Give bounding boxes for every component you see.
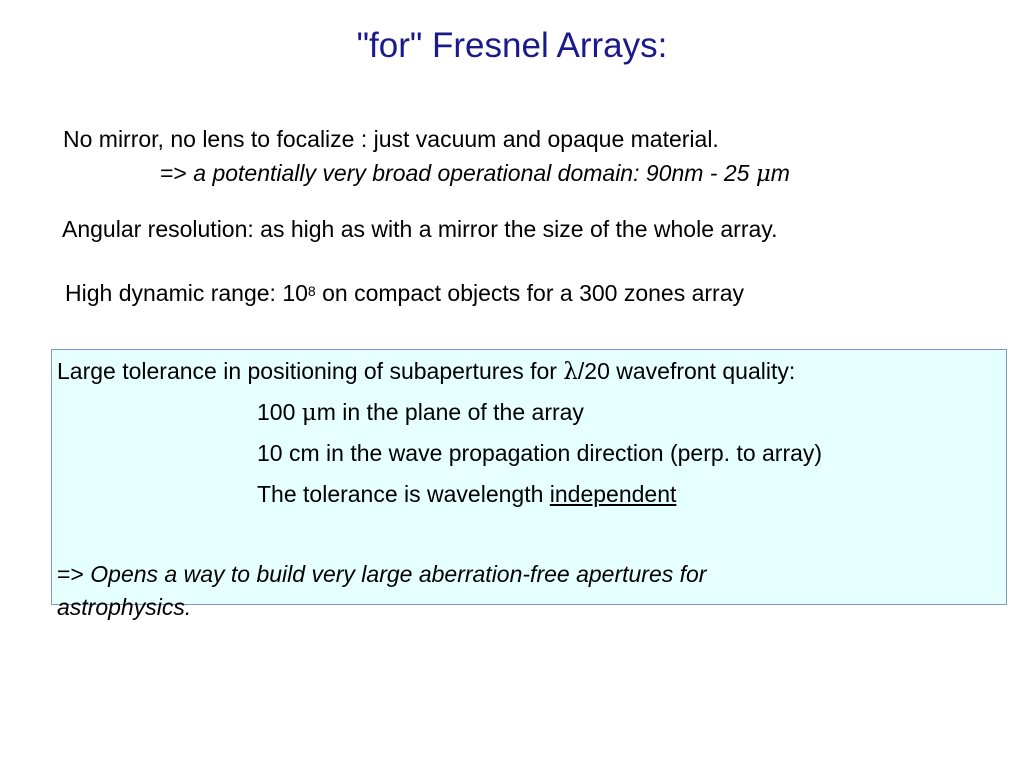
conclusion-line bbox=[57, 559, 706, 589]
tolerance-heading bbox=[57, 356, 795, 387]
independent-underlined: independent bbox=[549, 481, 677, 507]
bullet-no-mirror: No mirror, no lens to focalize : just vacuum and opaque material. bbox=[63, 126, 719, 152]
tolerance-plane-suffix: m in the plane of the array bbox=[316, 399, 584, 425]
bullet-angular-resolution: Angular resolution: as high as with a mirror the size of the whole array. bbox=[62, 216, 778, 242]
exponent: 8 bbox=[307, 283, 316, 299]
arrow-prefix: => bbox=[57, 561, 91, 587]
arrow-prefix: => bbox=[160, 160, 194, 186]
unit-m: m bbox=[770, 160, 790, 186]
bullet-operational-domain bbox=[160, 158, 790, 189]
tolerance-plane-prefix: 100 bbox=[257, 399, 302, 425]
lambda-symbol: λ bbox=[563, 359, 578, 385]
tolerance-heading-suffix: /20 wavefront quality: bbox=[577, 358, 796, 384]
conclusion-text: Opens a way to build very large aberration-free apertures for bbox=[90, 561, 707, 587]
tolerance-plane bbox=[257, 397, 584, 428]
tolerance-propagation: 10 cm in the wave propagation direction (perp. to array) bbox=[257, 440, 823, 466]
slide-title: "for" Fresnel Arrays: bbox=[356, 26, 668, 65]
bullet-dynamic-range bbox=[65, 278, 744, 308]
tolerance-wavelength-prefix: The tolerance is wavelength bbox=[257, 481, 550, 507]
dynamic-range-prefix: High dynamic range: 10 bbox=[65, 280, 308, 306]
tolerance-wavelength bbox=[257, 479, 676, 509]
conclusion-continuation: astrophysics. bbox=[57, 594, 192, 620]
mu-symbol: μ bbox=[301, 400, 317, 426]
dynamic-range-suffix: on compact objects for a 300 zones array bbox=[315, 280, 745, 306]
operational-domain-text: a potentially very broad operational domain: 90nm - 25 bbox=[193, 160, 756, 186]
tolerance-heading-prefix: Large tolerance in positioning of subapertures for bbox=[57, 358, 564, 384]
mu-symbol: μ bbox=[755, 161, 771, 187]
